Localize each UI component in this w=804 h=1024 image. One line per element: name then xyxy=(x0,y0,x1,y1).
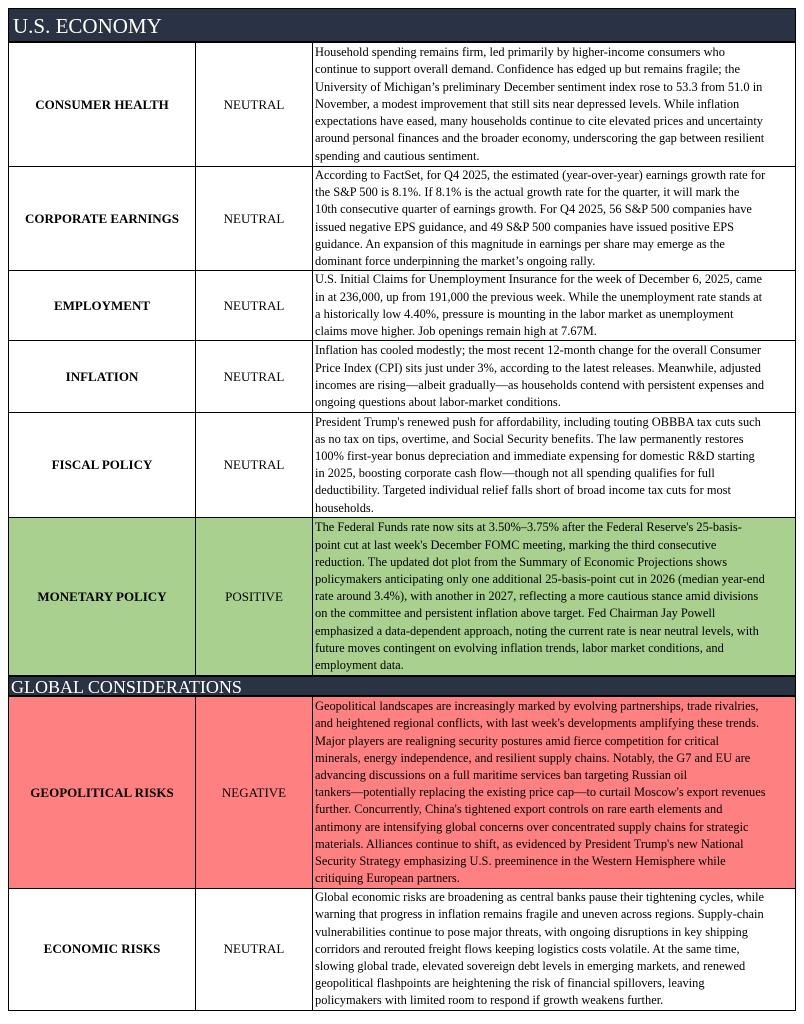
commentary-line: in 2025, boosting corporate cash flow—though not all spending qualifies for full xyxy=(315,466,715,481)
commentary-line: on the committee and persistent inflation above target. Fed Chairman Jay Powell xyxy=(315,606,716,621)
category-label: FISCAL POLICY xyxy=(9,413,196,518)
commentary-line: and heightened regional conflicts, with last week's developments amplifying these trends. xyxy=(315,716,760,731)
commentary-line: Global economic risks are broadening as central banks pause their tightening cycles, while xyxy=(315,890,765,905)
category-label: MONETARY POLICY xyxy=(9,518,196,676)
table-row xyxy=(9,889,796,1010)
commentary-line: employment data. xyxy=(315,657,404,672)
commentary-line: issued negative EPS guidance, and 49 S&P 500 companies have issued positive EPS xyxy=(315,219,735,234)
commentary-line: geopolitical flashpoints are heightening the risk of financial spillovers, leaving xyxy=(315,976,705,991)
commentary-line: policymakers anticipating only one additional 25-basis-point cut in 2026 (median year-end xyxy=(315,571,765,586)
category-label: CONSUMER HEALTH xyxy=(9,43,196,167)
commentary-line: Major players are realigning security postures amid fierce competition for critical xyxy=(315,733,719,748)
table-row xyxy=(9,167,796,271)
commentary-text xyxy=(313,889,796,1010)
rating-value: NEUTRAL xyxy=(196,889,313,1010)
commentary-line: vulnerabilities continue to pose major threats, with ongoing disruptions in key shipping xyxy=(315,924,748,939)
commentary-line: minerals, energy independence, and resilient supply chains. Notably, the G7 and EU are xyxy=(315,750,751,765)
commentary-line: a historically low 4.40%, pressure is mounting in the labor market as unemployment xyxy=(315,306,734,321)
commentary-line: critiquing European partners. xyxy=(315,871,460,886)
commentary-line: around personal finances and the broader economy, underscoring the gap between resilient xyxy=(315,131,765,146)
economic-outlook-report xyxy=(8,8,796,1011)
commentary-text xyxy=(313,43,796,167)
commentary-line: University of Michigan’s preliminary December sentiment index rose to 53.3 from 51.0 in xyxy=(315,79,763,94)
commentary-line: incomes are rising—albeit gradually—as households contend with persistent expenses and xyxy=(315,377,765,392)
commentary-line: corridors and rerouted freight flows keeping logistics costs volatile. At the same time, xyxy=(315,941,740,956)
commentary-line: households. xyxy=(315,500,374,515)
commentary-line: point cut at last week's December FOMC meeting, marking the third consecutive xyxy=(315,537,717,552)
rating-value: POSITIVE xyxy=(196,518,313,676)
commentary-line: Price Index (CPI) sits just under 3%, according to the latest releases. Meanwhile, adjusted xyxy=(315,360,761,375)
commentary-line: continue to support overall demand. Confidence has edged up but remains fragile; the xyxy=(315,62,740,77)
commentary-line: spending and cautious sentiment. xyxy=(315,148,480,163)
commentary-line: slowing global trade, elevated sovereign debt levels in emerging markets, and renewed xyxy=(315,959,746,974)
commentary-line: November, a modest improvement that still sits near depressed levels. While inflation xyxy=(315,96,740,111)
section-table xyxy=(8,42,796,676)
commentary-line: policymakers with limited room to respond if growth weakens further. xyxy=(315,993,664,1008)
commentary-line: guidance. An expansion of this magnitude in earnings per share may emerge as the xyxy=(315,236,725,251)
commentary-line: Inflation has cooled modestly; the most recent 12-month change for the overall Consumer xyxy=(315,343,761,358)
section-table xyxy=(8,696,796,1010)
commentary-line: the S&P 500 is 8.1%. If 8.1% is the actual growth rate for the quarter, it will mark the xyxy=(315,185,740,200)
category-label: CORPORATE EARNINGS xyxy=(9,167,196,271)
commentary-text xyxy=(313,341,796,413)
rating-value: NEUTRAL xyxy=(196,271,313,341)
commentary-line: 100% first-year bonus depreciation and immediate expensing for domestic R&D starting xyxy=(315,449,755,464)
commentary-line: antimony are intensifying global concerns over concentrated supply chains for strategic xyxy=(315,819,749,834)
rating-value: NEGATIVE xyxy=(196,697,313,889)
rating-value: NEUTRAL xyxy=(196,43,313,167)
commentary-line: reduction. The updated dot plot from the Summary of Economic Projections shows xyxy=(315,554,728,569)
commentary-text xyxy=(313,271,796,341)
table-row xyxy=(9,43,796,167)
commentary-text xyxy=(313,518,796,676)
rating-value: NEUTRAL xyxy=(196,413,313,518)
commentary-line: ongoing questions about labor-market conditions. xyxy=(315,394,561,409)
commentary-line: Household spending remains firm, led primarily by higher-income consumers who xyxy=(315,45,725,60)
section-header-us-economy: U.S. ECONOMY xyxy=(8,8,796,42)
commentary-line: dominant force underpinning the market’s ongoing rally. xyxy=(315,254,596,269)
category-label: EMPLOYMENT xyxy=(9,271,196,341)
commentary-line: as no tax on tips, overtime, and Social Security benefits. The law permanently restores xyxy=(315,431,744,446)
table-row xyxy=(9,271,796,341)
commentary-line: advancing discussions on a full maritime services ban targeting Russian oil xyxy=(315,767,688,782)
commentary-line: U.S. Initial Claims for Unemployment Insurance for the week of December 6, 2025, came xyxy=(315,272,762,287)
commentary-line: 10th consecutive quarter of earnings growth. For Q4 2025, 56 S&P 500 companies have xyxy=(315,202,752,217)
commentary-line: future moves contingent on evolving inflation trends, labor market conditions, and xyxy=(315,640,724,655)
commentary-line: rate around 3.4%), with another in 2027, reflecting a more cautious stance amid divisions xyxy=(315,589,759,604)
rating-value: NEUTRAL xyxy=(196,167,313,271)
commentary-text xyxy=(313,413,796,518)
commentary-line: The Federal Funds rate now sits at 3.50%–3.75% after the Federal Reserve's 25-basis- xyxy=(315,520,742,535)
commentary-line: deductibility. Targeted individual relief falls short of broad income tax cuts for most xyxy=(315,483,731,498)
table-row xyxy=(9,413,796,518)
commentary-line: expectations have eased, many households continue to cite elevated prices and uncertainty xyxy=(315,114,763,129)
table-row xyxy=(9,341,796,413)
commentary-line: warning that progress in inflation remains fragile and uneven across regions. Supply-chain xyxy=(315,907,764,922)
commentary-line: further. Concurrently, China's tightened export controls on rare earth elements and xyxy=(315,802,723,817)
commentary-line: claims move higher. Job openings remain high at 7.67M. xyxy=(315,323,597,338)
category-label: ECONOMIC RISKS xyxy=(9,889,196,1010)
report-body xyxy=(8,8,796,1011)
table-row xyxy=(9,518,796,676)
commentary-text xyxy=(313,697,796,889)
commentary-line: According to FactSet, for Q4 2025, the estimated (year-over-year) earnings growth rate for xyxy=(315,168,766,182)
category-label: GEOPOLITICAL RISKS xyxy=(9,697,196,889)
commentary-line: Geopolitical landscapes are increasingly marked by evolving partnerships, trade rivalries, xyxy=(315,699,759,714)
commentary-text xyxy=(313,167,796,271)
table-row xyxy=(9,697,796,889)
commentary-line: in at 236,000, up from 191,000 the previous week. While the unemployment rate stands at xyxy=(315,289,763,304)
commentary-line: President Trump's renewed push for affordability, including touting OBBBA tax cuts such xyxy=(315,414,761,429)
commentary-line: tankers—potentially replacing the existing price cap—to curtail Moscow's export revenues xyxy=(315,785,766,800)
commentary-line: emphasized a data-dependent approach, noting the current rate is near neutral levels, with xyxy=(315,623,759,638)
section-header-global-considerations: GLOBAL CONSIDERATIONS xyxy=(8,676,796,696)
category-label: INFLATION xyxy=(9,341,196,413)
commentary-line: materials. Alliances continue to shift, as evidenced by President Trump's new National xyxy=(315,836,744,851)
rating-value: NEUTRAL xyxy=(196,341,313,413)
commentary-line: Security Strategy emphasizing U.S. preeminence in the Western Hemisphere while xyxy=(315,853,726,868)
